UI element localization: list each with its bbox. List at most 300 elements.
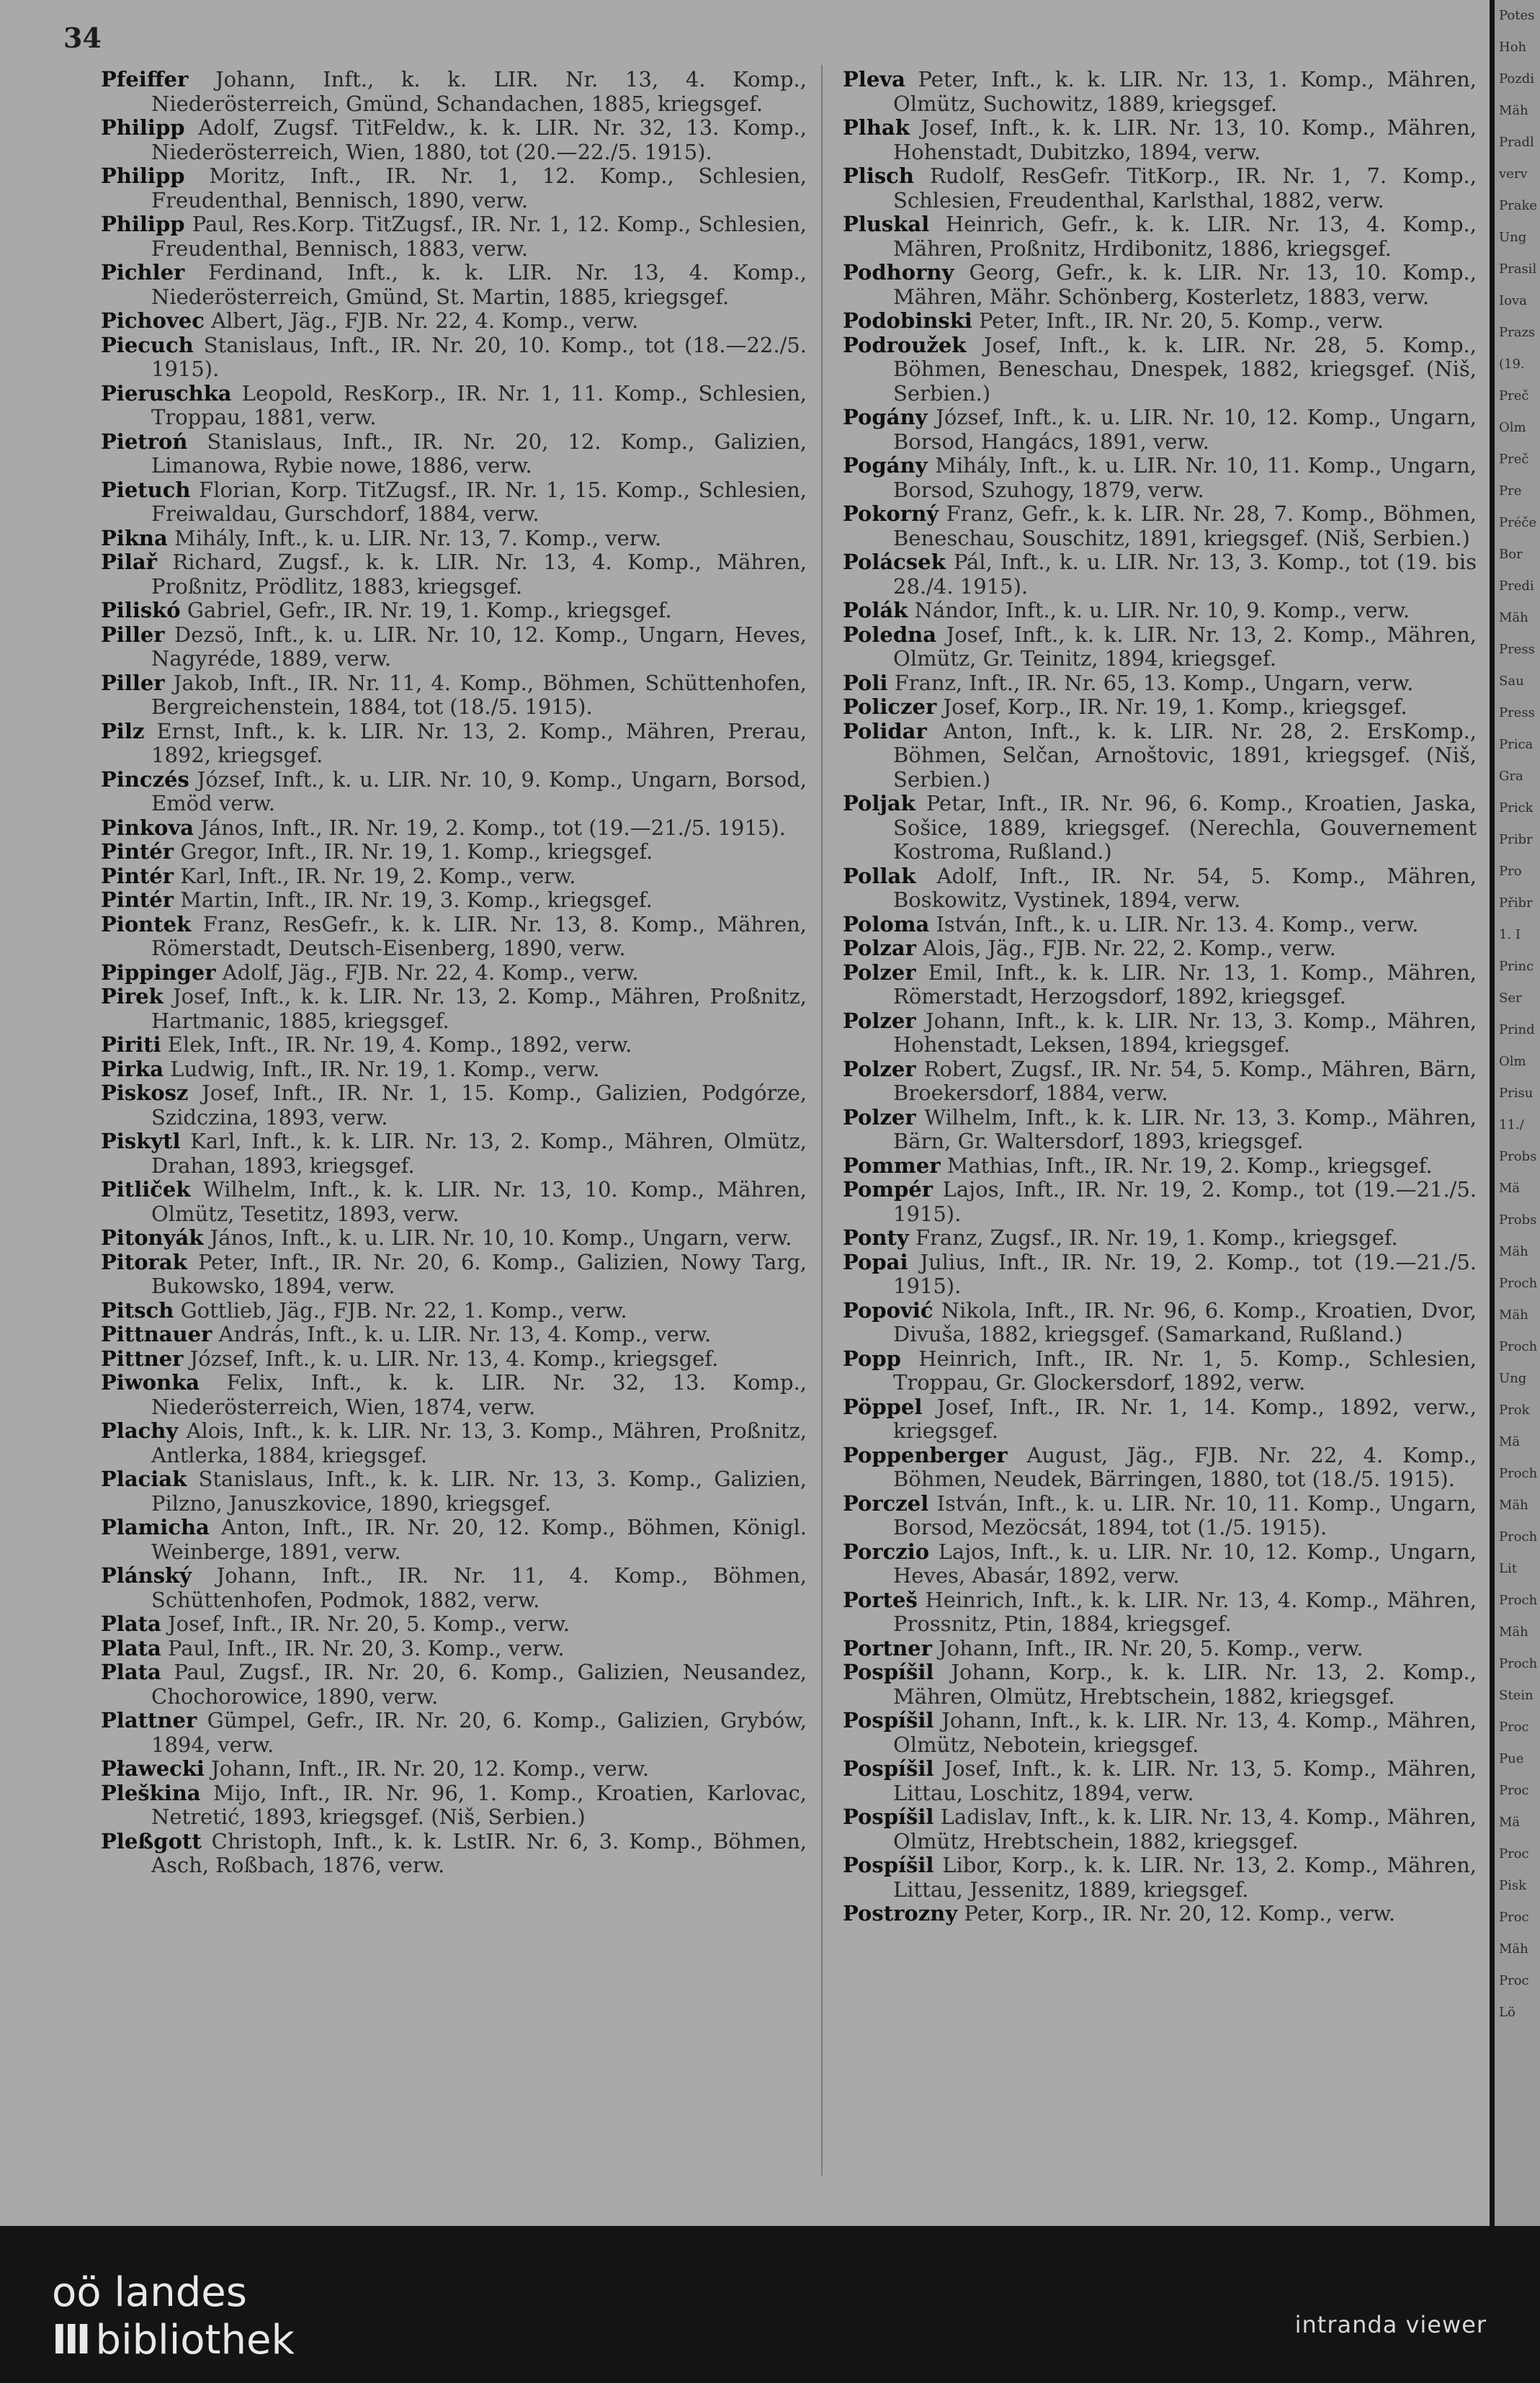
register-entry [843, 1660, 1477, 1709]
edge-text-fragment: Proc [1499, 1973, 1529, 1988]
entry-surname: Plattner [101, 1708, 197, 1733]
edge-text-fragment: Bor [1499, 547, 1523, 562]
edge-text-fragment: Princ [1499, 959, 1534, 974]
register-entry [101, 1564, 807, 1612]
entry-surname: Polidar [843, 718, 927, 743]
entry-details: Mihály, Inft., k. u. LIR. Nr. 13, 7. Komp., verw. [174, 525, 662, 550]
register-entry [101, 1781, 807, 1830]
entry-surname: Pilař [101, 550, 157, 574]
entry-details: Stanislaus, Inft., k. k. LIR. Nr. 13, 3. Komp., Galizien, Pilzno, Januszkovice, 1890, kriegsgef. [151, 1467, 807, 1516]
entry-surname: Plachy [101, 1418, 179, 1443]
edge-text-fragment: Pribr [1499, 832, 1533, 847]
edge-text-fragment: Proch [1499, 1276, 1538, 1291]
entry-surname: Pitsch [101, 1297, 174, 1323]
entry-surname: Placiak [101, 1467, 187, 1491]
edge-text-fragment: Lö [1499, 2005, 1516, 2020]
register-entry [101, 1251, 807, 1299]
register-entry [843, 1854, 1477, 1902]
register-entry [101, 1081, 807, 1130]
register-entry [843, 502, 1477, 550]
entry-surname: Porteš [843, 1587, 918, 1612]
entry-details: István, Inft., k. u. LIR. Nr. 13. 4. Komp., verw. [936, 911, 1419, 936]
edge-text-fragment: Mäh [1499, 1941, 1528, 1957]
edge-text-fragment: Proch [1499, 1466, 1538, 1481]
entry-details: Adolf, Zugsf. TitFeldw., k. k. LIR. Nr. 32, 13. Komp., Niederösterreich, Wien, 1880, tot (20.—22./5. 1915). [151, 115, 807, 164]
entry-details: József, Inft., k. u. LIR. Nr. 10, 12. Komp., Ungarn, Borsod, Hangács, 1891, verw. [893, 405, 1477, 454]
entry-surname: Piller [101, 670, 165, 695]
entry-details: András, Inft., k. u. LIR. Nr. 13, 4. Komp., verw. [218, 1322, 712, 1346]
edge-text-fragment: Press [1499, 642, 1535, 657]
register-entry [843, 695, 1477, 720]
entry-surname: Pogány [843, 453, 928, 478]
edge-text-fragment: Iova [1499, 293, 1527, 308]
entry-surname: Pitorak [101, 1249, 187, 1274]
register-entry [101, 1467, 807, 1516]
entry-surname: Pitonyák [101, 1225, 204, 1250]
entry-details: Johann, Inft., k. k. LIR. Nr. 13, 4. Komp., Mähren, Olmütz, Nebotein, kriegsgef. [893, 1708, 1477, 1757]
entry-surname: Pospíšil [843, 1708, 934, 1733]
register-entry [101, 1130, 807, 1178]
entry-surname: Pławecki [101, 1756, 205, 1781]
entry-details: Ferdinand, Inft., k. k. LIR. Nr. 13, 4. Komp., Niederösterreich, Gmünd, St. Martin, 1885, kriegsgef. [151, 260, 807, 309]
entry-surname: Pleva [843, 67, 905, 91]
entry-details: Wilhelm, Inft., k. k. LIR. Nr. 13, 10. Komp., Mähren, Olmütz, Tesetitz, 1893, verw. [151, 1177, 807, 1226]
entry-details: Nándor, Inft., k. u. LIR. Nr. 10, 9. Komp., verw. [914, 598, 1410, 622]
entry-surname: Polák [843, 598, 908, 622]
register-entry [101, 1419, 807, 1467]
entry-surname: Podroužek [843, 332, 967, 357]
logo-line-2: bibliothek [95, 2317, 295, 2364]
entry-surname: Piskosz [101, 1081, 189, 1105]
entry-details: Nikola, Inft., IR. Nr. 96, 6. Komp., Kroatien, Dvor, Divuša, 1882, kriegsgef. (Samarkand, Rußland.) [893, 1297, 1477, 1346]
edge-text-fragment: Prind [1499, 1022, 1535, 1037]
register-entry [843, 309, 1477, 334]
right-column [843, 68, 1477, 1926]
edge-text-fragment: Pisk [1499, 1878, 1527, 1893]
entry-details: Johann, Korp., k. k. LIR. Nr. 13, 2. Komp., Mähren, Olmütz, Hrebtschein, 1882, kriegsgef. [893, 1660, 1477, 1709]
entry-details: Josef, Inft., IR. Nr. 1, 14. Komp., 1892, verw., kriegsgef. [893, 1394, 1477, 1443]
entry-details: Josef, Inft., k. k. LIR. Nr. 28, 5. Komp., Böhmen, Beneschau, Dnespek, 1882, kriegsgef. (Niš, Serbien.) [893, 332, 1477, 406]
edge-text-fragment: Ser [1499, 991, 1522, 1006]
entry-surname: Pitliček [101, 1177, 191, 1202]
register-entry [101, 68, 807, 116]
entry-details: Robert, Zugsf., IR. Nr. 54, 5. Komp., Mähren, Bärn, Broekersdorf, 1884, verw. [893, 1056, 1477, 1105]
entry-surname: Pommer [843, 1153, 941, 1178]
register-entry [101, 840, 807, 864]
edge-text-fragment: Proch [1499, 1593, 1538, 1608]
entry-details: Felix, Inft., k. k. LIR. Nr. 32, 13. Komp., Niederösterreich, Wien, 1874, verw. [151, 1370, 807, 1419]
register-entry [101, 430, 807, 478]
register-entry [843, 1251, 1477, 1299]
entry-details: Petar, Inft., IR. Nr. 96, 6. Komp., Kroatien, Jaska, Sošice, 1889, kriegsgef. (Nerechla, Gouvernement Kostroma, Rußland.) [893, 791, 1477, 864]
entry-surname: Ponty [843, 1225, 909, 1250]
entry-details: Josef, Korp., IR. Nr. 19, 1. Komp., kriegsgef. [943, 694, 1407, 719]
entry-details: Franz, Zugsf., IR. Nr. 19, 1. Komp., kriegsgef. [915, 1225, 1398, 1250]
register-entry [843, 261, 1477, 309]
entry-details: Gabriel, Gefr., IR. Nr. 19, 1. Komp., kriegsgef. [187, 598, 672, 622]
entry-surname: Polzer [843, 1056, 916, 1081]
edge-text-fragment: (19. [1499, 357, 1525, 372]
register-entry [101, 864, 807, 889]
register-entry [843, 1902, 1477, 1926]
register-entry [101, 1226, 807, 1251]
entry-details: Josef, Inft., k. k. LIR. Nr. 13, 2. Komp., Mähren, Olmütz, Gr. Teinitz, 1894, kriegsgef. [893, 622, 1477, 671]
entry-surname: Podobinski [843, 308, 972, 333]
entry-surname: Piwonka [101, 1370, 200, 1395]
entry-surname: Pietroń [101, 429, 188, 454]
entry-surname: Pichler [101, 260, 185, 285]
edge-text-fragment: Prazs [1499, 325, 1536, 340]
register-entry [101, 1637, 807, 1661]
entry-details: Stanislaus, Inft., IR. Nr. 20, 12. Komp., Galizien, Limanowa, Rybie nowe, 1886, verw. [151, 429, 807, 478]
register-entry [101, 985, 807, 1033]
entry-details: Heinrich, Gefr., k. k. LIR. Nr. 13, 4. Komp., Mähren, Proßnitz, Hrdibonitz, 1886, kriegsgef. [893, 212, 1477, 261]
entry-surname: Pintér [101, 888, 174, 912]
entry-surname: Philipp [101, 212, 185, 236]
register-entry [843, 720, 1477, 792]
register-entry [101, 478, 807, 527]
entry-surname: Poppenberger [843, 1442, 1008, 1467]
entry-surname: Podhorny [843, 260, 954, 285]
entry-details: Stanislaus, Inft., IR. Nr. 20, 10. Komp., tot (18.—22./5. 1915). [151, 332, 807, 381]
entry-details: Johann, Inft., k. k. LIR. Nr. 13, 3. Komp., Mähren, Hohenstadt, Leksen, 1894, kriegsgef. [893, 1008, 1477, 1057]
entry-details: Johann, Inft., k. k. LIR. Nr. 13, 4. Komp., Niederösterreich, Gmünd, Schandachen, 1885, kriegsgef. [151, 67, 807, 116]
column-divider [821, 65, 823, 2176]
register-entry [843, 1009, 1477, 1058]
register-entry [101, 1323, 807, 1347]
entry-details: Mijo, Inft., IR. Nr. 96, 1. Komp., Kroatien, Karlovac, Netretić, 1893, kriegsgef. (Niš, Serbien.) [151, 1780, 807, 1829]
entry-surname: Poledna [843, 622, 936, 647]
library-logo [52, 2269, 295, 2364]
entry-surname: Poloma [843, 911, 930, 936]
edge-text-fragment: Pradl [1499, 135, 1534, 150]
entry-details: Paul, Zugsf., IR. Nr. 20, 6. Komp., Galizien, Neusandez, Chochorowice, 1890, verw. [151, 1660, 807, 1709]
entry-surname: Poljak [843, 791, 916, 815]
entry-details: Albert, Jäg., FJB. Nr. 22, 4. Komp., verw. [211, 308, 639, 333]
register-entry [843, 1540, 1477, 1588]
register-entry [843, 1178, 1477, 1226]
edge-text-fragment: Sau [1499, 674, 1524, 689]
entry-details: Karl, Inft., k. k. LIR. Nr. 13, 2. Komp., Mähren, Olmütz, Drahan, 1893, kriegsgef. [151, 1129, 807, 1178]
register-entry [843, 1588, 1477, 1637]
entry-surname: Pospíšil [843, 1756, 934, 1781]
entry-details: Anton, Inft., k. k. LIR. Nr. 28, 2. ErsKomp., Böhmen, Selčan, Arnoštovic, 1891, kriegsgef. (Niš, Serbien.) [893, 718, 1477, 792]
edge-text-fragment: Press [1499, 705, 1535, 720]
register-entry [843, 1058, 1477, 1106]
entry-surname: Piontek [101, 911, 192, 936]
edge-text-fragment: Prasil [1499, 261, 1537, 277]
edge-text-fragment: Mä [1499, 1181, 1521, 1196]
entry-details: Lajos, Inft., k. u. LIR. Nr. 10, 12. Komp., Ungarn, Heves, Abasár, 1892, verw. [893, 1539, 1477, 1588]
register-entry [101, 1757, 807, 1781]
register-entry [843, 961, 1477, 1009]
register-entry [101, 961, 807, 985]
entry-details: Mihály, Inft., k. u. LIR. Nr. 10, 11. Komp., Ungarn, Borsod, Szuhogy, 1879, verw. [893, 453, 1477, 502]
entry-surname: Pogány [843, 405, 928, 429]
edge-text-fragment: Pre [1499, 483, 1522, 498]
entry-surname: Pippinger [101, 960, 216, 985]
edge-text-fragment: Proc [1499, 1846, 1529, 1861]
entry-surname: Pospíšil [843, 1660, 934, 1684]
page-number: 34 [63, 22, 102, 54]
register-entry [843, 406, 1477, 454]
register-entry [843, 116, 1477, 164]
entry-surname: Pokorný [843, 501, 939, 526]
edge-text-fragment: Proc [1499, 1720, 1529, 1735]
entry-details: János, Inft., IR. Nr. 19, 2. Komp., tot (19.—21./5. 1915). [200, 815, 786, 840]
entry-surname: Pollak [843, 863, 916, 888]
entry-details: Martin, Inft., IR. Nr. 19, 3. Komp., kriegsgef. [180, 888, 653, 912]
entry-surname: Plánský [101, 1563, 192, 1588]
entry-surname: Piecuch [101, 332, 194, 357]
entry-details: Josef, Inft., IR. Nr. 1, 15. Komp., Galizien, Podgórze, Szidczina, 1893, verw. [151, 1081, 807, 1130]
edge-text-fragment: Mä [1499, 1815, 1521, 1830]
entry-details: Johann, Inft., IR. Nr. 20, 5. Komp., verw. [939, 1635, 1364, 1660]
register-entry [101, 1660, 807, 1709]
edge-text-fragment: Pozdi [1499, 71, 1534, 86]
entry-details: Ernst, Inft., k. k. LIR. Nr. 13, 2. Komp., Mähren, Prerau, 1892, kriegsgef. [151, 718, 807, 767]
register-entry [101, 1347, 807, 1372]
register-entry [101, 913, 807, 961]
register-entry [101, 213, 807, 261]
entry-details: Christoph, Inft., k. k. LstIR. Nr. 6, 3. Komp., Böhmen, Asch, Roßbach, 1876, verw. [151, 1828, 807, 1877]
register-entry [101, 720, 807, 768]
entry-surname: Pietuch [101, 477, 191, 502]
entry-details: Adolf, Jäg., FJB. Nr. 22, 4. Komp., verw. [222, 960, 639, 985]
edge-text-fragment: Stein [1499, 1688, 1534, 1703]
edge-text-fragment: Olm [1499, 420, 1526, 435]
entry-details: Peter, Inft., IR. Nr. 20, 5. Komp., verw. [979, 308, 1384, 333]
entry-details: Anton, Inft., IR. Nr. 20, 12. Komp., Böhmen, Königl. Weinberge, 1891, verw. [151, 1515, 807, 1564]
register-entry [101, 1033, 807, 1058]
register-entry [101, 671, 807, 720]
register-entry [101, 888, 807, 913]
register-entry [101, 382, 807, 430]
entry-surname: Pikna [101, 525, 168, 550]
entry-details: Julius, Inft., IR. Nr. 19, 2. Komp., tot (19.—21./5. 1915). [893, 1249, 1477, 1298]
entry-surname: Popp [843, 1346, 901, 1371]
entry-details: Gümpel, Gefr., IR. Nr. 20, 6. Komp., Galizien, Grybów, 1894, verw. [151, 1708, 807, 1757]
entry-details: Rudolf, ResGefr. TitKorp., IR. Nr. 1, 7. Komp., Schlesien, Freudenthal, Karlsthal, 1882, verw. [893, 164, 1477, 213]
register-entry [101, 1371, 807, 1419]
logo-line-1: oö landes [52, 2269, 247, 2316]
entry-details: József, Inft., k. u. LIR. Nr. 13, 4. Komp., kriegsgef. [189, 1346, 719, 1371]
edge-text-fragment: Olm [1499, 1054, 1526, 1069]
entry-surname: Polzer [843, 1104, 916, 1130]
edge-text-fragment: Mäh [1499, 1624, 1528, 1640]
register-entry [101, 1830, 807, 1878]
register-entry [101, 816, 807, 841]
entry-surname: Pintér [101, 839, 174, 864]
register-entry [843, 1106, 1477, 1154]
entry-details: Alois, Inft., k. k. LIR. Nr. 13, 3. Komp., Mähren, Proßnitz, Antlerka, 1884, kriegsgef. [151, 1418, 807, 1467]
entry-details: Franz, ResGefr., k. k. LIR. Nr. 13, 8. Komp., Mähren, Römerstadt, Deutsch-Eisenberg, 1890, verw. [151, 911, 807, 960]
register-entry [101, 1299, 807, 1323]
entry-details: Josef, Inft., k. k. LIR. Nr. 13, 5. Komp., Mähren, Littau, Loschitz, 1894, verw. [893, 1756, 1477, 1805]
register-entry [101, 1612, 807, 1637]
entry-surname: Pospíšil [843, 1805, 934, 1829]
entry-surname: Postrozny [843, 1901, 958, 1926]
edge-text-fragment: Proch [1499, 1529, 1538, 1544]
entry-details: Alois, Jäg., FJB. Nr. 22, 2. Komp., verw. [923, 936, 1336, 960]
entry-details: Peter, Korp., IR. Nr. 20, 12. Komp., verw. [964, 1901, 1396, 1926]
register-entry [843, 599, 1477, 623]
edge-text-fragment: Proc [1499, 1783, 1529, 1798]
entry-surname: Pirek [101, 984, 164, 1009]
entry-surname: Piriti [101, 1032, 161, 1057]
entry-details: Jakob, Inft., IR. Nr. 11, 4. Komp., Böhmen, Schüttenhofen, Bergreichenstein, 1884, tot (18./5. 1915). [151, 670, 807, 719]
entry-surname: Plata [101, 1611, 161, 1636]
edge-text-fragment: Lit [1499, 1561, 1517, 1576]
edge-text-fragment: Preč [1499, 452, 1529, 467]
entry-surname: Pinczés [101, 766, 189, 792]
edge-text-fragment: Prick [1499, 800, 1534, 815]
register-entry [843, 1757, 1477, 1805]
register-entry [101, 1058, 807, 1082]
edge-text-fragment: Hoh [1499, 40, 1527, 55]
entry-surname: Pichovec [101, 308, 205, 333]
register-entry [843, 1444, 1477, 1492]
register-entry [101, 164, 807, 213]
entry-surname: Pluskal [843, 212, 930, 236]
entry-surname: Pospíšil [843, 1853, 934, 1877]
register-entry [101, 623, 807, 671]
register-entry [843, 1637, 1477, 1661]
entry-surname: Pittner [101, 1346, 184, 1371]
entry-surname: Polzer [843, 1008, 916, 1033]
register-entry [843, 213, 1477, 261]
entry-surname: Porczel [843, 1490, 929, 1516]
entry-details: Ladislav, Inft., k. k. LIR. Nr. 13, 4. Komp., Mähren, Olmütz, Hrebtschein, 1882, kriegsgef. [893, 1805, 1477, 1854]
entry-surname: Plisch [843, 164, 914, 188]
edge-text-fragment: Mäh [1499, 1307, 1528, 1323]
register-entry [843, 454, 1477, 502]
entry-surname: Policzer [843, 694, 937, 719]
edge-text-fragment: Préče [1499, 515, 1537, 530]
edge-text-fragment: Pue [1499, 1751, 1524, 1766]
edge-text-fragment: Mäh [1499, 1244, 1528, 1259]
edge-text-fragment: Mäh [1499, 1498, 1528, 1513]
entry-surname: Piliskó [101, 598, 181, 622]
register-entry [843, 68, 1477, 116]
entry-details: Johann, Inft., IR. Nr. 20, 12. Komp., verw. [211, 1756, 650, 1781]
adjacent-page-edge [1495, 0, 1540, 2226]
edge-text-fragment: Prica [1499, 737, 1534, 752]
entry-details: Georg, Gefr., k. k. LIR. Nr. 13, 10. Komp., Mähren, Mähr. Schönberg, Kosterletz, 1883, verw. [893, 260, 1477, 309]
edge-text-fragment: Prisu [1499, 1086, 1534, 1101]
entry-details: Elek, Inft., IR. Nr. 19, 4. Komp., 1892, verw. [167, 1032, 632, 1057]
register-entry [843, 1226, 1477, 1251]
entry-details: Ludwig, Inft., IR. Nr. 19, 1. Komp., verw. [170, 1056, 600, 1081]
register-entry [101, 334, 807, 382]
entry-surname: Pompér [843, 1177, 934, 1202]
register-entry [843, 792, 1477, 864]
left-column [101, 68, 807, 1878]
entry-details: Paul, Inft., IR. Nr. 20, 3. Komp., verw. [168, 1635, 565, 1660]
entry-surname: Popai [843, 1249, 908, 1274]
entry-details: Josef, Inft., IR. Nr. 20, 5. Komp., verw. [168, 1611, 570, 1636]
edge-text-fragment: Pro [1499, 864, 1522, 879]
register-entry [101, 261, 807, 309]
entry-details: István, Inft., k. u. LIR. Nr. 10, 11. Komp., Ungarn, Borsod, Mezöcsát, 1894, tot (1./5. 1915). [893, 1490, 1477, 1539]
register-entry [101, 1709, 807, 1757]
register-entry [843, 1709, 1477, 1757]
entry-surname: Plata [101, 1635, 161, 1660]
entry-surname: Piskytl [101, 1129, 181, 1153]
edge-text-fragment: Preč [1499, 388, 1529, 403]
entry-details: Mathias, Inft., IR. Nr. 19, 2. Komp., kriegsgef. [946, 1153, 1433, 1178]
entry-details: Josef, Inft., k. k. LIR. Nr. 13, 10. Komp., Mähren, Hohenstadt, Dubitzko, 1894, verw. [893, 115, 1477, 164]
edge-text-fragment: Predi [1499, 578, 1534, 594]
entry-details: Moritz, Inft., IR. Nr. 1, 12. Komp., Schlesien, Freudenthal, Bennisch, 1890, verw. [151, 164, 807, 213]
edge-text-fragment: Gra [1499, 769, 1523, 784]
entry-surname: Popović [843, 1297, 934, 1323]
entry-details: Wilhelm, Inft., k. k. LIR. Nr. 13, 3. Komp., Mähren, Bärn, Gr. Waltersdorf, 1893, kriegsgef. [893, 1104, 1477, 1153]
edge-text-fragment: 1. I [1499, 927, 1521, 942]
entry-details: Emil, Inft., k. k. LIR. Nr. 13, 1. Komp., Mähren, Römerstadt, Herzogsdorf, 1892, kriegsgef. [893, 960, 1477, 1009]
entry-surname: Pittnauer [101, 1322, 212, 1346]
entry-details: August, Jäg., FJB. Nr. 22, 4. Komp., Böhmen, Neudek, Bärringen, 1880, tot (18./5. 1915). [893, 1442, 1477, 1491]
register-entry [843, 864, 1477, 913]
register-entry [843, 671, 1477, 696]
register-entry [101, 550, 807, 599]
entry-details: Florian, Korp. TitZugsf., IR. Nr. 1, 15. Komp., Schlesien, Freiwaldau, Gurschdorf, 1884, verw. [151, 477, 807, 526]
register-entry [843, 1347, 1477, 1395]
entry-details: Pál, Inft., k. u. LIR. Nr. 13, 3. Komp., tot (19. bis 28./4. 1915). [893, 550, 1477, 599]
entry-surname: Pöppel [843, 1394, 923, 1419]
entry-details: Franz, Inft., IR. Nr. 65, 13. Komp., Ungarn, verw. [894, 670, 1414, 695]
entry-details: Dezsö, Inft., k. u. LIR. Nr. 10, 12. Komp., Ungarn, Heves, Nagyréde, 1889, verw. [151, 622, 807, 671]
entry-details: Adolf, Inft., IR. Nr. 54, 5. Komp., Mähren, Boskowitz, Vystinek, 1894, verw. [893, 863, 1477, 912]
edge-text-fragment: Ung [1499, 1371, 1527, 1386]
entry-details: Richard, Zugsf., k. k. LIR. Nr. 13, 4. Komp., Mähren, Proßnitz, Prödlitz, 1883, kriegsgef. [151, 550, 807, 599]
register-entry [843, 623, 1477, 671]
entry-surname: Philipp [101, 164, 185, 188]
entry-details: Leopold, ResKorp., IR. Nr. 1, 11. Komp., Schlesien, Troppau, 1881, verw. [151, 380, 807, 429]
entry-details: János, Inft., k. u. LIR. Nr. 10, 10. Komp., Ungarn, verw. [210, 1225, 792, 1250]
entry-details: Karl, Inft., IR. Nr. 19, 2. Komp., verw. [180, 863, 576, 888]
entry-details: Peter, Inft., k. k. LIR. Nr. 13, 1. Komp., Mähren, Olmütz, Suchowitz, 1889, kriegsgef. [893, 67, 1477, 116]
entry-surname: Pilz [101, 718, 145, 743]
entry-surname: Pintér [101, 863, 174, 888]
register-entry [101, 116, 807, 164]
entry-surname: Pleškina [101, 1780, 201, 1805]
entry-details: Paul, Res.Korp. TitZugsf., IR. Nr. 1, 12. Komp., Schlesien, Freudenthal, Bennisch, 1883, verw. [151, 212, 807, 261]
entry-surname: Pfeiffer [101, 67, 189, 91]
edge-text-fragment: Proch [1499, 1656, 1538, 1671]
register-entry [843, 334, 1477, 406]
register-entry [843, 164, 1477, 213]
entry-details: Johann, Inft., IR. Nr. 11, 4. Komp., Böhmen, Schüttenhofen, Podmok, 1882, verw. [151, 1563, 807, 1612]
edge-text-fragment: Ung [1499, 230, 1527, 245]
edge-text-fragment: Potes [1499, 8, 1535, 23]
register-entry [101, 309, 807, 334]
edge-text-fragment: Prake [1499, 198, 1538, 213]
entry-surname: Pirka [101, 1056, 164, 1081]
entry-surname: Plamicha [101, 1515, 210, 1539]
viewer-label: intranda viewer [1294, 2311, 1487, 2338]
edge-text-fragment: Mäh [1499, 610, 1528, 625]
entry-surname: Portner [843, 1635, 932, 1660]
register-entry [843, 1299, 1477, 1347]
entry-details: József, Inft., k. u. LIR. Nr. 10, 9. Komp., Ungarn, Borsod, Emöd verw. [151, 766, 807, 815]
entry-surname: Polzar [843, 936, 916, 960]
entry-details: Gottlieb, Jäg., FJB. Nr. 22, 1. Komp., verw. [180, 1297, 627, 1323]
register-entry [101, 768, 807, 816]
entry-details: Peter, Inft., IR. Nr. 20, 6. Komp., Galizien, Nowy Targ, Bukowsko, 1894, verw. [151, 1249, 807, 1298]
edge-text-fragment: Probs [1499, 1149, 1537, 1164]
entry-details: Gregor, Inft., IR. Nr. 19, 1. Komp., kriegsgef. [180, 839, 653, 864]
